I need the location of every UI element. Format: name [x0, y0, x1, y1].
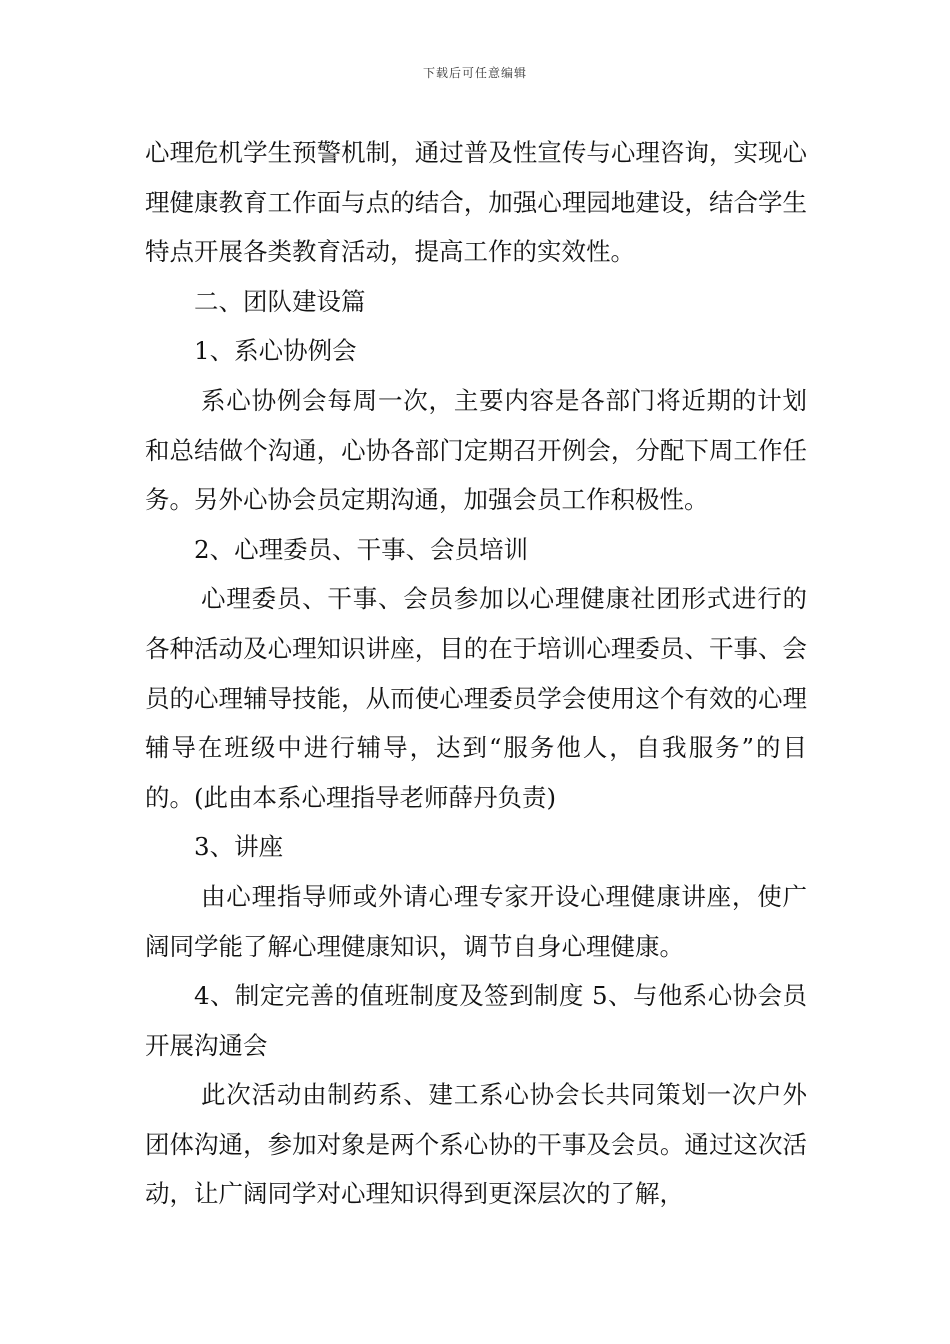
subheading-duty-system: 4、制定完善的值班制度及签到制度 5、与他系心协会员开展沟通会: [145, 981, 807, 1060]
section-heading-team-building: 二、团队建设篇: [194, 286, 366, 316]
paragraph-weekly-meeting: 系心协例会每周一次，主要内容是各部门将近期的计划和总结做个沟通，心协各部门定期召开例会，分配下周工作任务。另外心协会员定期沟通，加强会员工作积极性。: [145, 385, 807, 515]
paragraph-communication-event: 此次活动由制药系、建工系心协会长共同策划一次户外团体沟通，参加对象是两个系心协的干事及会员。通过这次活动，让广阔同学对心理知识得到更深层次的了解，: [145, 1080, 807, 1209]
document-body: [145, 128, 807, 1219]
subheading-lectures: 3、讲座: [194, 832, 284, 862]
subheading-weekly-meeting: 1、系心协例会: [194, 336, 357, 366]
paragraph-intro: 心理危机学生预警机制，通过普及性宣传与心理咨询，实现心理健康教育工作面与点的结合，加强心理园地建设，结合学生特点开展各类教育活动，提高工作的实效性。: [145, 138, 807, 267]
paragraph-training: 心理委员、干事、会员参加以心理健康社团形式进行的各种活动及心理知识讲座，目的在于培训心理委员、干事、会员的心理辅导技能，从而使心理委员学会使用这个有效的心理辅导在班级中进行辅导，达到“服务他人，自我服务”的目的。(此由本系心理指导老师薛丹负责): [145, 584, 807, 812]
page-header: 下载后可任意编辑: [422, 66, 527, 80]
subheading-training: 2、心理委员、干事、会员培训: [194, 534, 529, 564]
paragraph-lectures: 由心理指导师或外请心理专家开设心理健康讲座，使广阔同学能了解心理健康知识，调节自身心理健康。: [145, 881, 807, 961]
